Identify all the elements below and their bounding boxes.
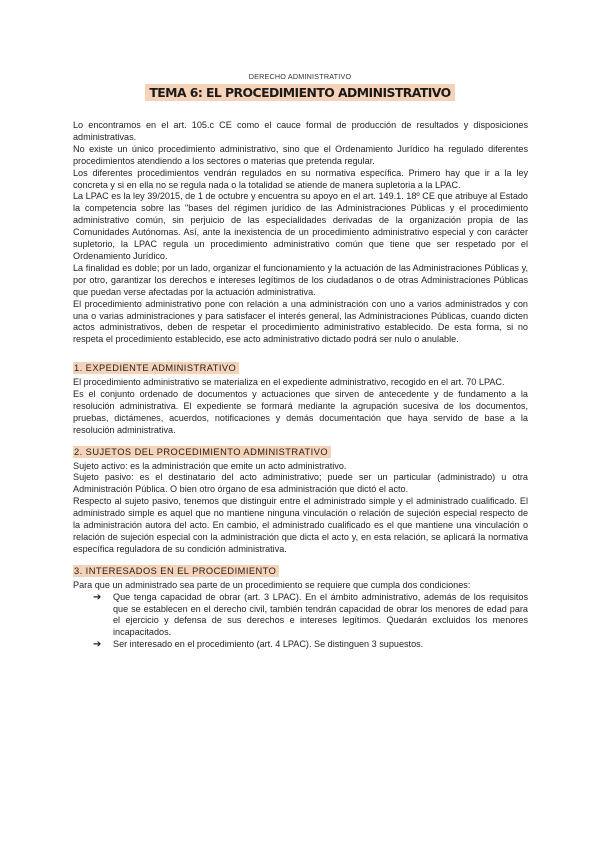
page-title: TEMA 6: EL PROCEDIMIENTO ADMINISTRATIVO (145, 84, 454, 101)
section-paragraph: Para que un administrado sea parte de un procedimiento se requiere que cumpla dos condiciones: (73, 579, 471, 590)
section-heading-interesados: 3. INTERESADOS EN EL PROCEDIMIENTO (73, 565, 279, 577)
intro-paragraph: No existe un único procedimiento administrativo, sino que el Ordenamiento Jurídico ha regulado diferentes procedimientos atendiendo a los sectores o materias que pretenda regular. (73, 143, 528, 166)
intro-paragraph: Lo encontramos en el art. 105.c CE como el cauce formal de producción de resultados y disposiciones administrativas. (73, 120, 528, 142)
list-item (93, 591, 528, 640)
list-item-text: Ser interesado en el procedimiento (art. 4 LPAC). Se distinguen 3 supuestos. (113, 639, 424, 650)
section-paragraph: Sujeto pasivo: es el destinatario del acto administrativo; puede ser un particular (administrado) u otra Administración Pública. O bien otro órgano de esa administración que dictó el acto. (73, 472, 528, 495)
list-item-text: Que tenga capacidad de obrar (art. 3 LPAC). En el ámbito administrativo, además de los requisitos que se establecen en el derecho civil, también tendrán capacidad de obrar los menores de edad para el ejercicio y defensa de sus derechos e intereses legítimos. Quedarán excluidos los menores incapacitados. (113, 591, 528, 638)
section-heading-row (73, 565, 528, 578)
section-heading-row (73, 362, 528, 375)
intro-paragraph: El procedimiento administrativo pone con relación a una administración con uno a varios administrados y con una o varias administraciones y para satisfacer el interés general, las Administraciones Públicas, cuando dicten actos administrativos, deben de respetar el procedimiento administrativo establecido. De esta forma, si no respeta el procedimiento establecido, ese acto administrativo dictado podrá ser nulo o anulable. (73, 298, 528, 345)
page-header: DERECHO ADMINISTRATIVO (248, 72, 352, 81)
intro-paragraph: La finalidad es doble; por un lado, organizar el funcionamiento y la actuación de las Administraciones Públicas y, por otro, garantizar los derechos e intereses legítimos de los ciudadanos o de otras Administraciones Públicas que puedan verse afectadas por la actuación administrativa. (73, 262, 528, 297)
conditions-list (73, 592, 528, 652)
section-heading-expediente: 1. EXPEDIENTE ADMINISTRATIVO (73, 362, 239, 374)
list-item (93, 639, 528, 651)
intro-paragraph: Los diferentes procedimientos vendrán regulados en su normativa específica. Primero hay que ir a la ley concreta y si en ella no se regula nada o la totalidad se atiende de manera supletoria a la LPAC. (73, 167, 528, 190)
title-wrap (0, 84, 600, 102)
section-paragraph: El procedimiento administrativo se materializa en el expediente administrativo, recogido en el art. 70 LPAC. (73, 377, 505, 388)
section-heading-sujetos: 2. SUJETOS DEL PROCEDIMIENTO ADMINISTRATIVO (73, 446, 331, 458)
section-paragraph: Respecto al sujeto pasivo, tenemos que distinguir entre el administrado simple y el administrado cualificado. El administrado simple es aquel que no mantiene ninguna vinculación o relación de sujeción especial respecto de la administración autora del acto. En cambio, el administrado cualificado es el que mantiene una vinculación o relación de sujeción especial con la administración que dicta el acto y, en esta relación, se aplicará la normativa específica reguladora de su condición administrativa. (73, 496, 528, 554)
section-paragraph: Es el conjunto ordenado de documentos y actuaciones que sirven de antecedente y de fundamento a la resolución administrativa. El expediente se formará mediante la agrupación sucesiva de los documentos, pruebas, dictámenes, acuerdos, notificaciones y demás documentación que haya servido de base a la resolución administrativa. (73, 389, 528, 435)
section-heading-row (73, 446, 528, 459)
intro-paragraph: La LPAC es la ley 39/2015, de 1 de octubre y encuentra su apoyo en el art. 149.1. 18º CE que atribuye al Estado la competencia sobre las "bases del régimen jurídico de las Administraciones Públicas y el procedimiento administrativo común, sin perjuicio de las especialidades derivadas de la organización propia de las Comunidades Autónomas. Así, ante la inexistencia de un procedimiento administrativo especial y con carácter supletorio, la LPAC regula un procedimiento administrativo común que tiene que ser respetado por el Ordenamiento Jurídico. (73, 191, 528, 261)
arrow-right-icon: ➔ (93, 591, 102, 603)
arrow-right-icon: ➔ (93, 639, 102, 651)
section-paragraph: Sujeto activo: es la administración que emite un acto administrativo. (73, 460, 347, 471)
document-body (73, 120, 528, 651)
